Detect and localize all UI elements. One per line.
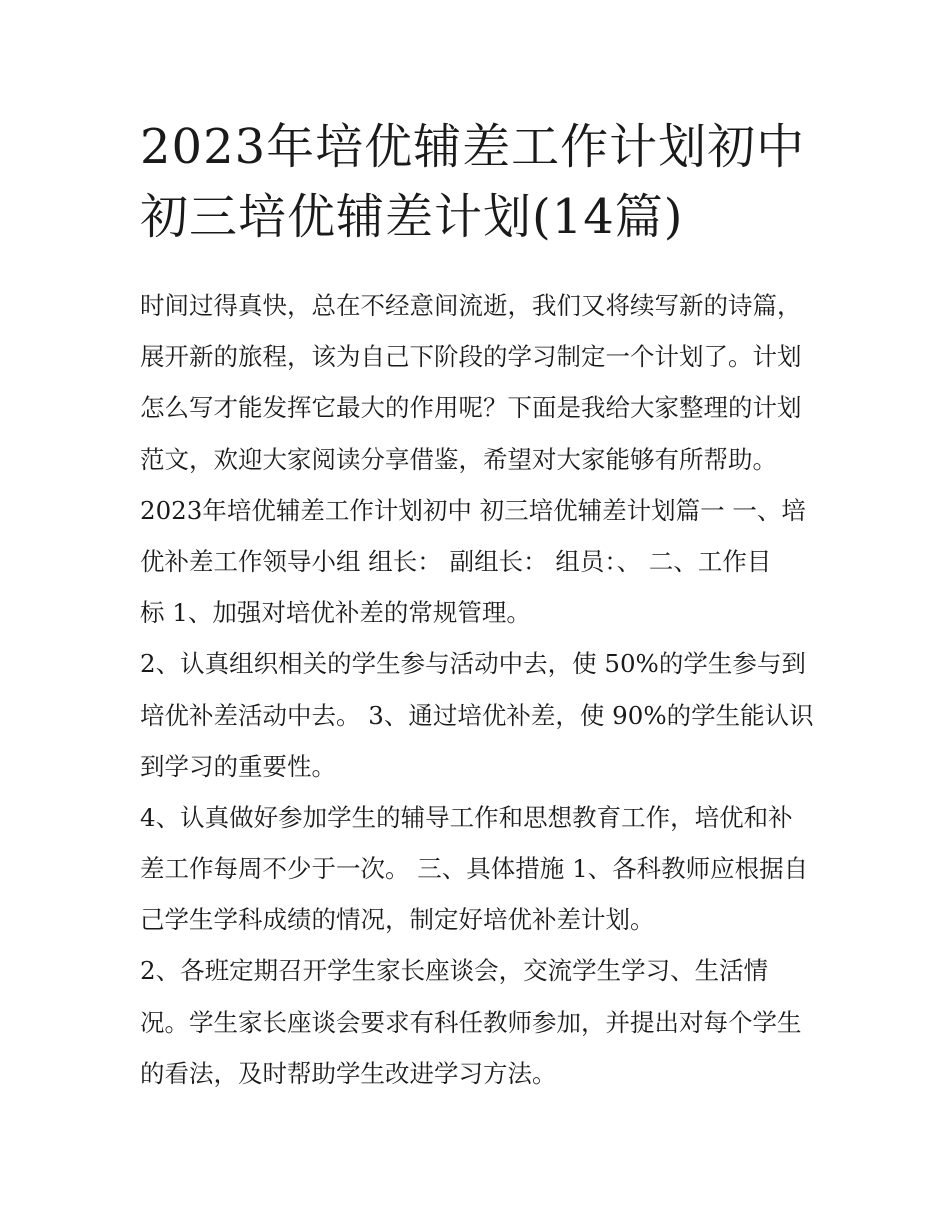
body-line: 4、认真做好参加学生的辅导工作和思想教育工作，培优和补 [140,802,793,832]
body-line: 己学生学科成绩的情况，制定好培优补差计划。 [140,905,655,935]
title-line-1: 2023年培优辅差工作计划初中 [140,119,806,175]
body-line: 优补差工作领导小组 组长： 副组长： 组员：、 二、工作目 [140,546,772,576]
body-line: 2、认真组织相关的学生参与活动中去，使 50%的学生参与到 [140,649,806,679]
body-line: 展开新的旅程，该为自己下阶段的学习制定一个计划了。计划 [140,342,802,372]
body-line: 培优补差活动中去。 3、通过培优补差，使 90%的学生能认识 [140,700,814,730]
body-line: 差工作每周不少于一次。 三、具体措施 1、各科教师应根据自 [140,854,809,884]
body-line: 标 1、加强对培优补差的常规管理。 [140,598,531,628]
body-line: 怎么写才能发挥它最大的作用呢？下面是我给大家整理的计划 [140,393,802,423]
body-line: 时间过得真快，总在不经意间流逝，我们又将续写新的诗篇， [140,291,802,320]
body-line: 2、各班定期召开学生家长座谈会，交流学生学习、生活情 [140,956,769,986]
body-line: 范文，欢迎大家阅读分享借鉴，希望对大家能够有所帮助。 [140,444,777,474]
body-line: 2023年培优辅差工作计划初中 初三培优辅差计划篇一 一、培 [140,495,806,525]
document-title [140,112,840,252]
document-body [140,280,820,1099]
body-line: 的看法，及时帮助学生改进学习方法。 [140,1058,557,1088]
title-line-2: 初三培优辅差计划(14篇) [140,189,684,245]
body-line: 到学习的重要性。 [140,751,336,781]
body-line: 况。学生家长座谈会要求有科任教师参加，并提出对每个学生 [140,1007,802,1037]
